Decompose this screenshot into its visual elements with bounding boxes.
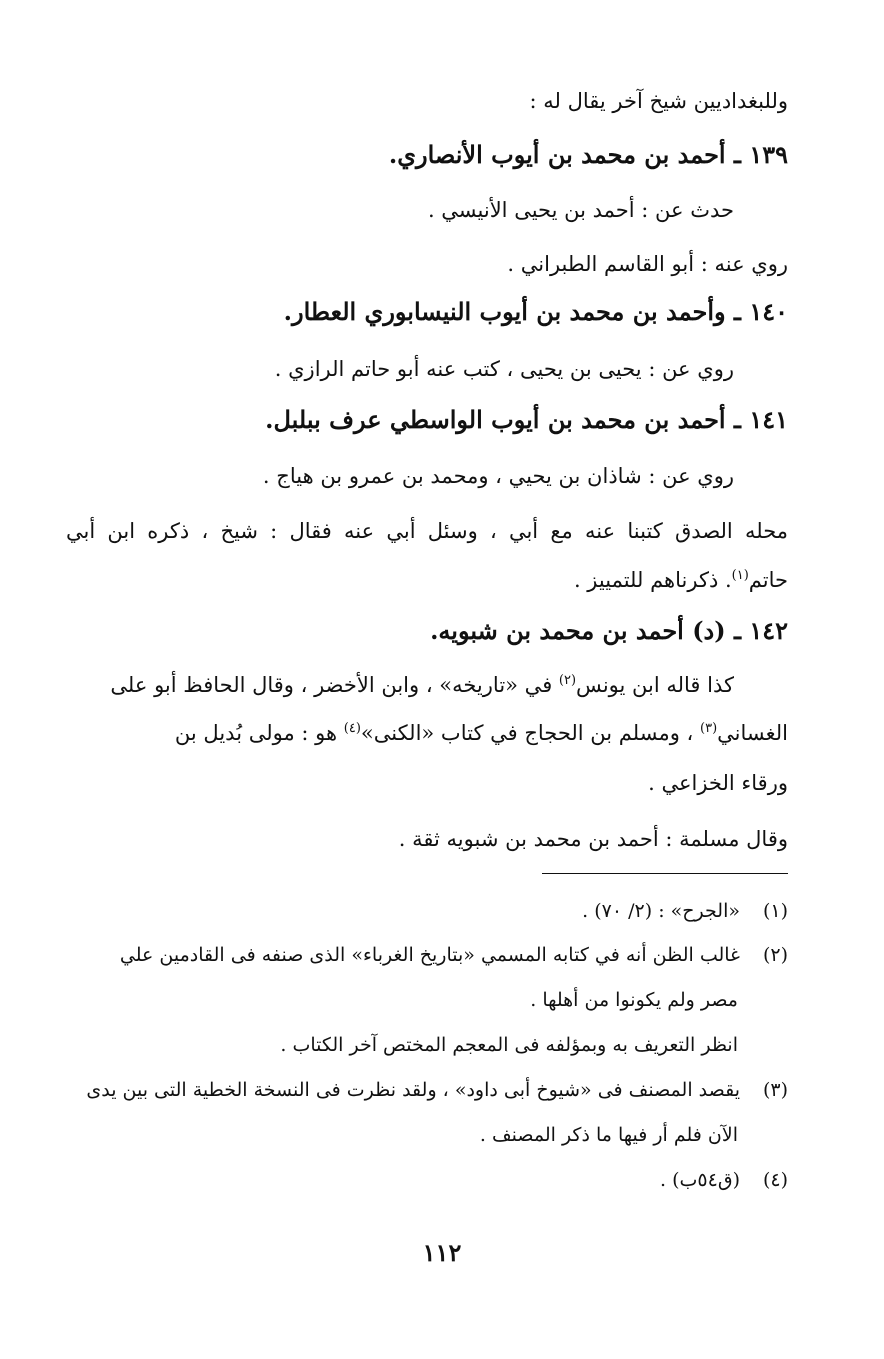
intro-line: وللبغداديين شيخ آخر يقال له :	[529, 89, 788, 113]
entry-141-line	[66, 563, 788, 597]
entry-142-line: وقال مسلمة : أحمد بن محمد بن شبويه ثقة .	[398, 827, 788, 851]
footnote-2-line: مصر ولم يكونوا من أهلها .	[530, 989, 738, 1011]
footnote-marker: (٤)	[343, 721, 361, 736]
text-segment: حاتم	[748, 568, 788, 592]
entry-142-line	[66, 716, 788, 750]
footnote-number: (٣)	[762, 1079, 788, 1101]
entry-140-heading: ١٤٠ ـ وأحمد بن محمد بن أيوب النيسابوري العطار.	[283, 297, 788, 326]
footnote-1	[66, 894, 788, 928]
entry-139-line: روي عنه : أبو القاسم الطبراني .	[507, 252, 788, 276]
entry-142-heading: ١٤٢ ـ (د) أحمد بن محمد بن شبويه.	[430, 616, 788, 645]
text-segment: الغساني	[717, 721, 788, 745]
text-segment: في «تاريخه» ، وابن الأخضر ، وقال الحافظ أبو على	[110, 673, 559, 697]
footnote-marker: (١)	[731, 568, 749, 583]
footnote-text: (ق٥٤ب) .	[660, 1169, 740, 1191]
entry-139-heading: ١٣٩ ـ أحمد بن محمد بن أيوب الأنصاري.	[388, 140, 788, 169]
text-segment: هو : مولى بُديل بن	[174, 721, 344, 745]
footnote-text: يقصد المصنف فى «شيوخ أبى داود» ، ولقد نظرت فى النسخة الخطية التى بين يدى	[86, 1079, 740, 1101]
text-segment: ، ومسلم بن الحجاج في كتاب «الكنى»	[360, 721, 700, 745]
footnote-separator	[542, 873, 788, 874]
footnote-marker: (٣)	[700, 721, 718, 736]
entry-142-line: ورقاء الخزاعي .	[648, 771, 788, 795]
entry-139-line: حدث عن : أحمد بن يحيى الأنيسي .	[427, 198, 734, 222]
footnote-text: غالب الظن أنه في كتابه المسمي «بتاريخ الغرباء» الذى صنفه فى القادمين علي	[119, 944, 740, 966]
footnote-marker: (٢)	[558, 673, 577, 688]
footnote-number: (٤)	[762, 1169, 788, 1191]
page-number: ١١٢	[422, 1238, 462, 1267]
footnote-2	[66, 938, 788, 972]
entry-141-heading: ١٤١ ـ أحمد بن محمد بن أيوب الواسطي عرف ببلبل.	[265, 405, 788, 434]
footnote-3-line: الآن فلم أر فيها ما ذكر المصنف .	[479, 1124, 738, 1146]
entry-140-line: روي عن : يحيى بن يحيى ، كتب عنه أبو حاتم الرازي .	[274, 357, 734, 381]
footnote-number: (١)	[762, 900, 788, 922]
text-segment: . ذكرناهم للتمييز .	[573, 568, 732, 592]
footnote-2-line: انظر التعريف به وبمؤلفه فى المعجم المختص آخر الكتاب .	[280, 1034, 738, 1056]
footnote-3	[66, 1073, 788, 1107]
text-segment: كذا قاله ابن يونس	[576, 673, 734, 697]
footnote-text: «الجرح» : (٢/ ٧٠) .	[582, 900, 740, 922]
entry-141-line: محله الصدق كتبنا عنه مع أبي ، وسئل أبي عنه فقال : شيخ ، ذكره ابن أبي	[66, 519, 788, 543]
entry-142-line	[66, 668, 734, 702]
footnote-number: (٢)	[762, 944, 788, 966]
entry-141-line: روي عن : شاذان بن يحيي ، ومحمد بن عمرو بن هياج .	[262, 464, 734, 488]
footnote-4	[66, 1163, 788, 1197]
